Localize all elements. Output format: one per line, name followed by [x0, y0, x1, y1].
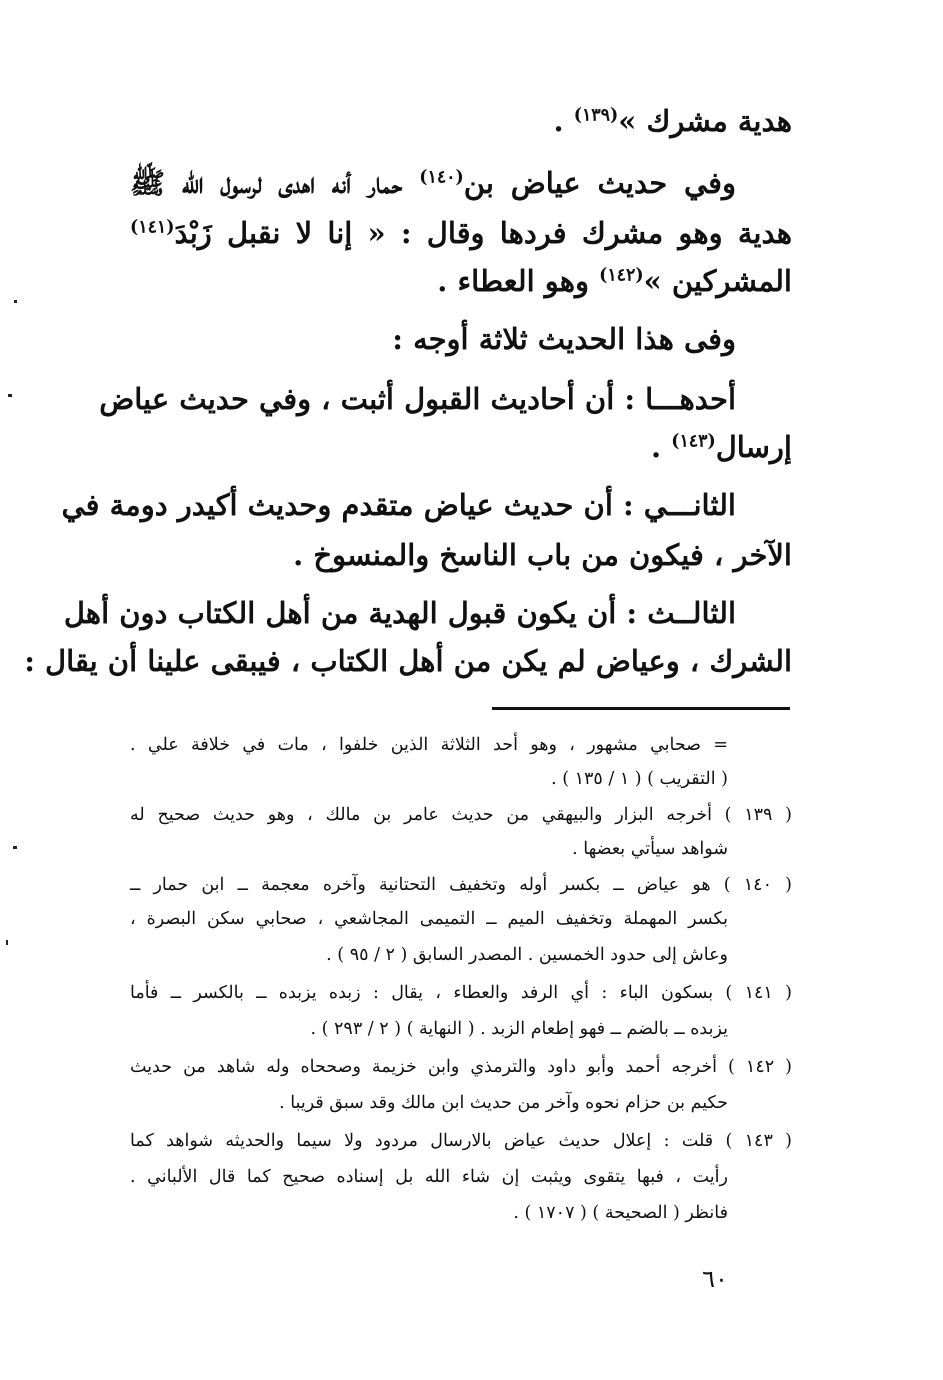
- footnote-142-line-1: ( ١٤٢ ) أخرجه أحمد وأبو داود والترمذي وابن خزيمة وصححاه وله شاهد من حديث: [130, 1057, 792, 1077]
- main-line-7: إرسال$^{(١٤٣)}$ .: [651, 430, 792, 464]
- main-line-3: هدية وهو مشرك فردها وقال : « إنا لا نقبل زَبْدَ$^{(١٤١)}$: [130, 216, 792, 250]
- main-line-8: الثانـــي : أن حديث عياض متقدم وحديث أكيدر دومة في: [61, 488, 736, 522]
- footnote-ref-140[interactable]: (١٤٠): [419, 167, 464, 188]
- page-number: ٦٠: [702, 1265, 728, 1293]
- scan-speck: [8, 394, 12, 397]
- main-line-4: المشركين »$^{(١٤٢)}$ وهو العطاء .: [437, 264, 792, 298]
- footnote-140-line-1: ( ١٤٠ ) هو عياض ــ بكسر أوله وتخفيف التحتانية وآخره معجمة ــ ابن حمار ــ: [130, 875, 793, 895]
- footnote-143-line-1: ( ١٤٣ ) قلت : إعلال حديث عياض بالارسال مردود ولا سيما والحديثه شواهد كما: [130, 1131, 792, 1151]
- footnote-ref-143[interactable]: (١٤٣): [671, 431, 716, 452]
- footnote-140-line-2: بكسر المهملة وتخفيف الميم ــ التميمى المجاشعي ، صحابي سكن البصرة ،: [130, 909, 728, 929]
- footnote-143-line-2: رأيت ، فبها يتقوى ويثبت إن شاء الله بل إسناده صحيح كما قال الألباني .: [130, 1167, 728, 1187]
- main-line-5: وفى هذا الحديث ثلاثة أوجه :: [392, 322, 736, 356]
- scan-speck: [13, 846, 17, 849]
- footnote-ref-141[interactable]: (١٤١): [130, 217, 175, 238]
- footnote-ref-139[interactable]: (١٣٩): [573, 105, 619, 126]
- footnote-separator: [492, 707, 790, 710]
- main-line-1: هدية مشرك »$^{(١٣٩)}$ .: [553, 104, 792, 138]
- footnote-ref-142[interactable]: (١٤٢): [599, 265, 644, 286]
- main-line-11: الشرك ، وعياض لم يكن من أهل الكتاب ، فيبقى علينا أن يقال :: [24, 644, 792, 678]
- main-line-6: أحدهـــا : أن أحاديث القبول أثبت ، وفي حديث عياض: [99, 382, 736, 416]
- footnote-cont-line-2: ( التقريب ) ( ١ / ١٣٥ ) .: [551, 769, 728, 789]
- footnote-143-line-3: فانظر ( الصحيحة ) ( ١٧٠٧ ) .: [513, 1203, 728, 1223]
- main-line-9: الآخر ، فيكون من باب الناسخ والمنسوخ .: [293, 538, 792, 572]
- footnote-cont-line-1: = صحابي مشهور ، وهو أحد الثلاثة الذين خلفوا ، مات في خلافة علي .: [130, 735, 728, 755]
- footnote-141-line-1: ( ١٤١ ) بسكون الباء : أي الرفد والعطاء ، يقال : زبده يزبده ــ بالكسر ــ فأما: [130, 983, 792, 1003]
- footnote-140-line-3: وعاش إلى حدود الخمسين . المصدر السابق ( ٢ / ٩٥ ) .: [326, 945, 728, 965]
- footnote-139-line-2: شواهد سيأتي بعضها .: [572, 839, 728, 859]
- scan-speck: [6, 940, 8, 945]
- scan-speck: [14, 300, 17, 303]
- main-line-10: الثالــث : أن يكون قبول الهدية من أهل الكتاب دون أهل: [63, 596, 736, 630]
- footnote-142-line-2: حكيم بن حزام نحوه وآخر من حديث ابن مالك وقد سبق قريبا .: [279, 1093, 728, 1113]
- footnote-141-line-2: يزبده ــ بالضم ــ فهو إطعام الزبد . ( النهاية ) ( ٢ / ٢٩٣ ) .: [310, 1019, 728, 1039]
- footnote-139-line-1: ( ١٣٩ ) أخرجه البزار والبيهقي من حديث عامر بن مالك ، وهو حديث صحيح له: [130, 805, 793, 825]
- main-line-2: وفي حديث عياض بن$^{(١٤٠)}$ حمار أنه اهدى لرسول الله ﷺ: [130, 166, 736, 200]
